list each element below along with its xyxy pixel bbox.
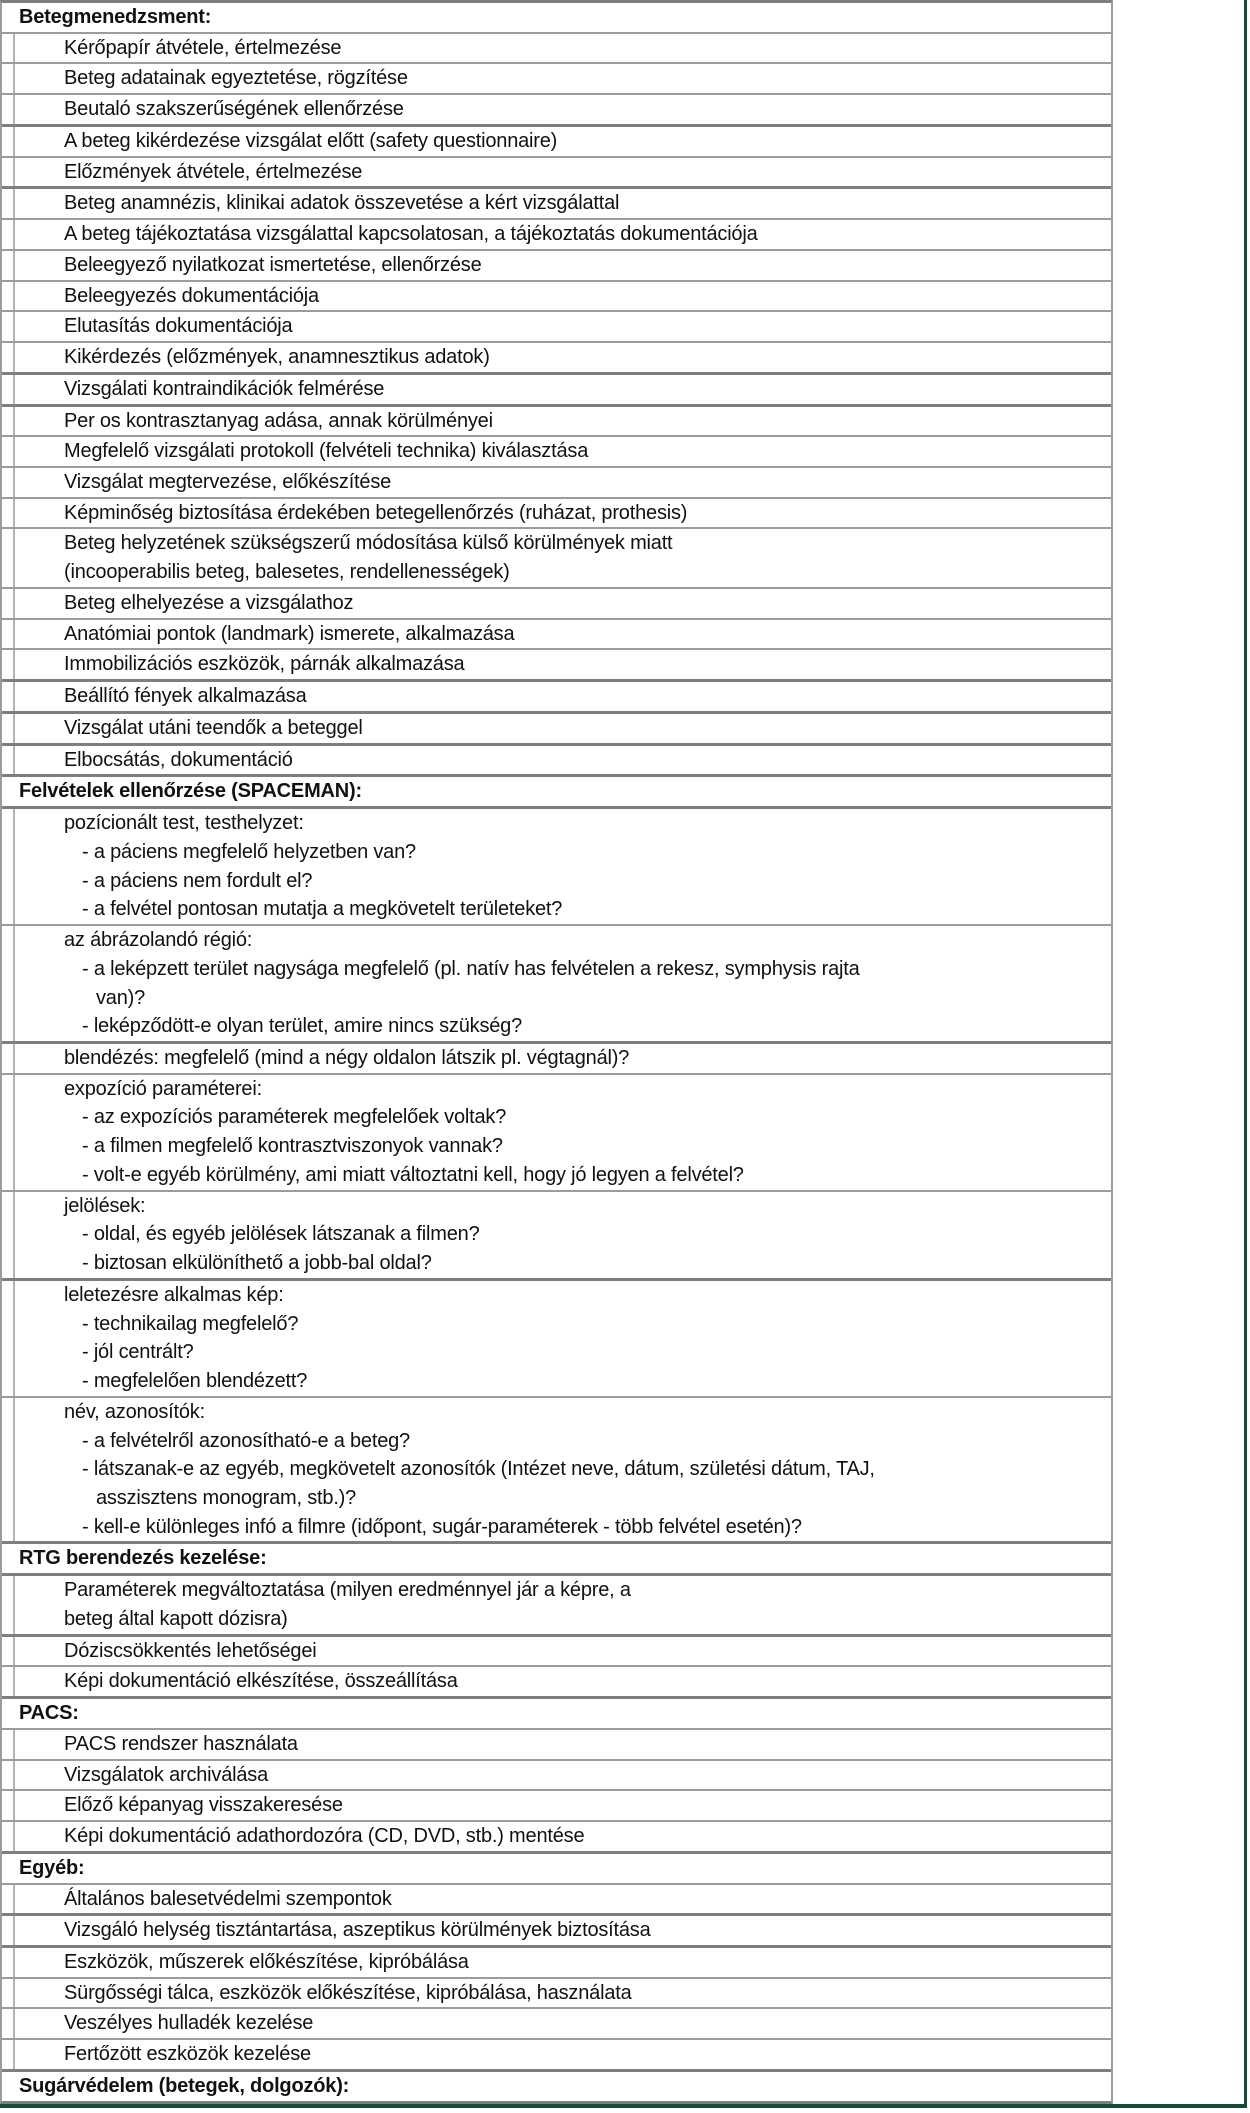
task-text: Megfelelő vizsgálati protokoll (felvételi technika) kiválasztása xyxy=(64,440,589,463)
section-header-label: Felvételek ellenőrzése (SPACEMAN): xyxy=(19,780,362,803)
task-subitem-text: - a páciens nem fordult el? xyxy=(82,869,313,892)
task-subitem-text: - a felvételről azonosítható-e a beteg? xyxy=(82,1429,410,1452)
task-row xyxy=(2,310,1111,341)
task-text: jelölések: xyxy=(64,1194,146,1217)
task-text: Képi dokumentáció adathordozóra (CD, DVD, stb.) mentése xyxy=(64,1825,585,1848)
task-text: Vizsgálati kontraindikációk felmérése xyxy=(64,377,385,400)
task-subitem-text: - a filmen megfelelő kontrasztviszonyok vannak? xyxy=(82,1135,503,1158)
section-header-row xyxy=(2,1851,1111,1883)
task-text: Vizsgálat megtervezése, előkészítése xyxy=(64,471,392,494)
task-row xyxy=(2,1945,1111,1977)
task-row xyxy=(2,466,1111,497)
task-row xyxy=(2,1759,1111,1790)
section-header-row xyxy=(2,3,1111,32)
task-text: Beteg anamnézis, klinikai adatok összevetése a kért vizsgálattal xyxy=(64,192,620,215)
task-row xyxy=(2,1665,1111,1696)
task-row xyxy=(2,1396,1111,1542)
task-text: (incooperabilis beteg, balesetes, rendellenességek) xyxy=(64,561,510,584)
task-text: Per os kontrasztanyag adása, annak körülményei xyxy=(64,409,493,432)
task-text: Kikérdezés (előzmények, anamnesztikus adatok) xyxy=(64,346,490,369)
task-text: Kérőpapír átvétele, értelmezése xyxy=(64,36,342,59)
task-row xyxy=(2,587,1111,618)
task-text: A beteg kikérdezése vizsgálat előtt (safety questionnaire) xyxy=(64,129,558,152)
task-text: blendézés: megfelelő (mind a négy oldalon látszik pl. végtagnál)? xyxy=(64,1046,630,1069)
task-row xyxy=(2,156,1111,187)
task-row xyxy=(2,62,1111,93)
task-text: Elutasítás dokumentációja xyxy=(64,315,293,338)
task-subitem-text: - az expozíciós paraméterek megfelelőek voltak? xyxy=(82,1106,507,1129)
task-text: Vizsgálat utáni teendők a beteggel xyxy=(64,716,363,739)
task-row xyxy=(2,1883,1111,1914)
task-text: Anatómiai pontok (landmark) ismerete, alkalmazása xyxy=(64,622,515,645)
task-subitem-text: - a felvétel pontosan mutatja a megkövetelt területeket? xyxy=(82,898,563,921)
task-row xyxy=(2,1913,1111,1945)
task-text: beteg által kapott dózisra) xyxy=(64,1607,288,1630)
task-row xyxy=(2,743,1111,775)
section-header-label: RTG berendezés kezelése: xyxy=(19,1547,267,1570)
task-row xyxy=(2,1977,1111,2008)
task-subitem-text: - megfelelően blendézett? xyxy=(82,1370,308,1393)
task-row xyxy=(2,648,1111,679)
task-row xyxy=(2,924,1111,1041)
task-text: Fertőzött eszközök kezelése xyxy=(64,2043,311,2066)
task-text: Beállító fények alkalmazása xyxy=(64,685,307,708)
task-text: Beutaló szakszerűségének ellenőrzése xyxy=(64,98,404,121)
task-text: Beteg helyzetének szükségszerű módosítása külső körülmények miatt xyxy=(64,532,673,555)
task-row xyxy=(2,372,1111,404)
task-row xyxy=(2,1820,1111,1851)
task-row xyxy=(2,679,1111,711)
task-text: A beteg tájékoztatása vizsgálattal kapcsolatosan, a tájékoztatás dokumentációja xyxy=(64,223,758,246)
task-subitem-text: - technikailag megfelelő? xyxy=(82,1312,299,1335)
task-row xyxy=(2,1073,1111,1190)
task-row xyxy=(2,218,1111,249)
task-subitem-text: - a leképzett terület nagysága megfelelő (pl. natív has felvételen a rekesz, symphysis rajta xyxy=(82,957,860,980)
task-text: Vizsgálatok archiválása xyxy=(64,1763,269,1786)
task-text: Előzmények átvétele, értelmezése xyxy=(64,160,363,183)
task-text: Sürgősségi tálca, eszközök előkészítése, kipróbálása, használata xyxy=(64,1981,632,2004)
task-row xyxy=(2,186,1111,218)
task-text: Veszélyes hulladék kezelése xyxy=(64,2012,314,2035)
task-text: expozíció paraméterei: xyxy=(64,1077,262,1100)
task-row xyxy=(2,497,1111,528)
task-row xyxy=(2,618,1111,649)
task-row xyxy=(2,249,1111,280)
task-subitem-text: - jól centrált? xyxy=(82,1341,194,1364)
section-header-row xyxy=(2,1696,1111,1728)
task-subitem-text: - leképződött-e olyan terület, amire nincs szükség? xyxy=(82,1015,523,1038)
task-subitem-text: - oldal, és egyéb jelölések látszanak a filmen? xyxy=(82,1223,480,1246)
task-row xyxy=(2,527,1111,586)
task-text: Paraméterek megváltoztatása (milyen eredménnyel jár a képre, a xyxy=(64,1579,631,1602)
section-header-label: PACS: xyxy=(19,1702,79,1725)
task-row xyxy=(2,435,1111,466)
task-text: Képi dokumentáció elkészítése, összeállítása xyxy=(64,1670,458,1693)
task-row xyxy=(2,1190,1111,1278)
task-subitem-text: - biztosan elkülöníthető a jobb-bal oldal? xyxy=(82,1252,432,1275)
section-header-label: Egyéb: xyxy=(19,1856,85,1879)
task-subitem-wrap-text: van)? xyxy=(96,986,146,1009)
task-row xyxy=(2,1789,1111,1820)
task-row xyxy=(2,124,1111,156)
task-row xyxy=(2,1573,1111,1633)
task-text: az ábrázolandó régió: xyxy=(64,929,253,952)
section-header-label: Sugárvédelem (betegek, dolgozók): xyxy=(19,2074,350,2097)
task-row xyxy=(2,93,1111,124)
section-header-label: Betegmenedzsment: xyxy=(19,6,212,28)
task-row xyxy=(2,806,1111,924)
task-subitem-text: - volt-e egyéb körülmény, ami miatt változtatni kell, hogy jó legyen a felvétel? xyxy=(82,1163,744,1186)
task-row xyxy=(2,2007,1111,2038)
task-text: Eszközök, műszerek előkészítése, kipróbálása xyxy=(64,1951,469,1973)
task-row xyxy=(2,404,1111,436)
task-row xyxy=(2,1634,1111,1666)
task-row xyxy=(2,341,1111,372)
outer-table-border-right xyxy=(1244,0,1247,2107)
outer-table-border-bottom xyxy=(0,2104,1247,2108)
task-text: Beteg elhelyezése a vizsgálathoz xyxy=(64,591,354,614)
task-row xyxy=(2,1728,1111,1759)
task-text: Dóziscsökkentés lehetőségei xyxy=(64,1639,317,1662)
section-header-row xyxy=(2,774,1111,806)
task-text: Immobilizációs eszközök, párnák alkalmazása xyxy=(64,653,465,676)
task-row xyxy=(2,711,1111,743)
task-text: Képminőség biztosítása érdekében betegellenőrzés (ruházat, prothesis) xyxy=(64,501,688,524)
section-header-row xyxy=(2,2069,1111,2101)
task-text: Előző képanyag visszakeresése xyxy=(64,1794,343,1817)
task-text: PACS rendszer használata xyxy=(64,1732,298,1755)
task-text: leletezésre alkalmas kép: xyxy=(64,1283,284,1306)
task-text: Általános balesetvédelmi szempontok xyxy=(64,1887,392,1910)
task-subitem-text: - a páciens megfelelő helyzetben van? xyxy=(82,840,416,863)
task-subitem-text: - kell-e különleges infó a filmre (időpont, sugár-paraméterek - több felvétel esetén)? xyxy=(82,1515,802,1538)
section-header-row xyxy=(2,1541,1111,1573)
task-text: név, azonosítók: xyxy=(64,1400,205,1423)
task-text: pozícionált test, testhelyzet: xyxy=(64,812,304,835)
task-text: Beteg adatainak egyeztetése, rögzítése xyxy=(64,67,408,90)
task-row xyxy=(2,280,1111,311)
task-text: Elbocsátás, dokumentáció xyxy=(64,748,293,771)
task-text: Beleegyező nyilatkozat ismertetése, ellenőrzése xyxy=(64,253,482,276)
task-text: Vizsgáló helység tisztántartása, aszeptikus körülmények biztosítása xyxy=(64,1919,651,1942)
task-subitem-wrap-text: asszisztens monogram, stb.)? xyxy=(96,1486,357,1509)
task-row xyxy=(2,32,1111,63)
task-row xyxy=(2,2038,1111,2069)
task-row xyxy=(2,1041,1111,1073)
task-text: Beleegyezés dokumentációja xyxy=(64,284,319,307)
task-row xyxy=(2,1278,1111,1396)
task-subitem-text: - látszanak-e az egyéb, megkövetelt azonosítók (Intézet neve, dátum, születési dátum, TAJ, xyxy=(82,1458,875,1481)
